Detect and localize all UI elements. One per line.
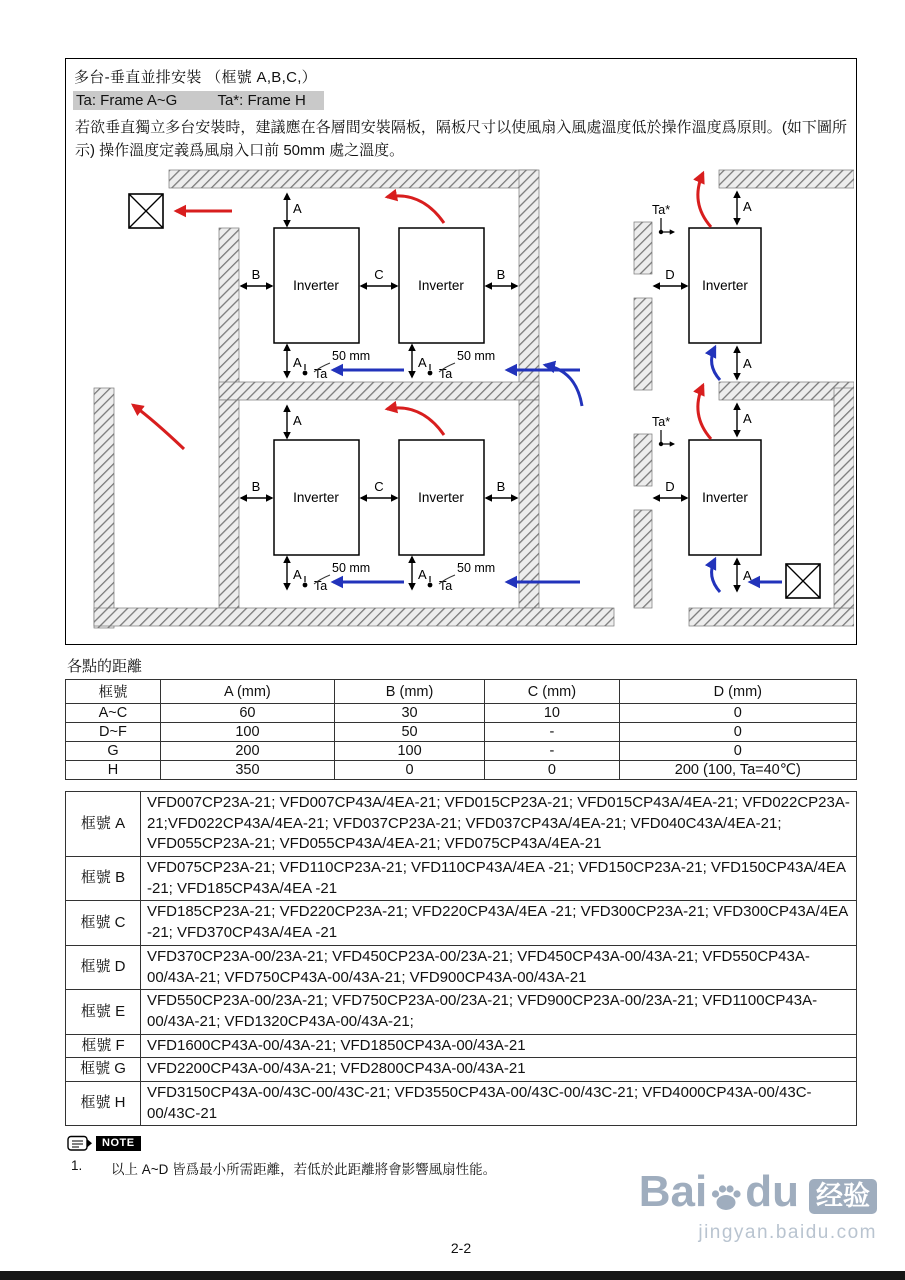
installation-diagram — [74, 166, 856, 636]
header-cell: B (mm) — [334, 680, 484, 704]
table-row — [66, 1058, 857, 1082]
table-row — [66, 742, 857, 761]
table-row — [66, 1081, 857, 1125]
frame-label: 框號 H — [66, 1081, 141, 1125]
note-text: 以上 A~D 皆爲最小所需距離，若低於此距離將會影響風扇性能。 — [111, 1162, 497, 1178]
distance-table-header-row — [66, 680, 857, 704]
dim-label-b: B — [496, 267, 506, 282]
intro-paragraph: 若欲垂直獨立多台安裝時，建議應在各層間安裝隔板，隔板尺寸以使風扇入風處溫度低於操作溫度爲原則。(如下圖所示) 操作溫度定義爲風扇入口前 50mm 處之溫度。 — [75, 119, 847, 159]
frame-models-table — [65, 791, 857, 1126]
table-row — [66, 901, 857, 945]
dim-label-d: D — [665, 267, 675, 282]
intake-fan-icon — [786, 564, 820, 598]
note-doc-icon — [67, 1135, 93, 1152]
header-cell: C (mm) — [485, 680, 619, 704]
paw-icon — [709, 1180, 743, 1214]
ta-label: Ta — [314, 367, 328, 381]
fifty-mm-label: 50 mm — [457, 349, 496, 363]
cell: 350 — [160, 761, 334, 780]
table-row — [66, 1034, 857, 1058]
section-title: 多台-垂直並排安裝 （框號 A,B,C,） — [74, 69, 317, 86]
watermark-url: jingyan.baidu.com — [698, 1222, 877, 1243]
cell: G — [66, 742, 161, 761]
inverter-label: Inverter — [702, 278, 748, 293]
cell: 50 — [334, 723, 484, 742]
frame-label: 框號 C — [66, 901, 141, 945]
inverter-label: Inverter — [293, 278, 339, 293]
ta-label: Ta — [314, 579, 328, 593]
ta-frame-note — [73, 91, 324, 110]
table-row — [66, 723, 857, 742]
table-row — [66, 792, 857, 857]
watermark-brand — [638, 1167, 877, 1216]
cell: 60 — [160, 704, 334, 723]
fifty-mm-label: 50 mm — [332, 561, 371, 575]
installation-section — [65, 58, 857, 645]
dim-label-b: B — [251, 479, 261, 494]
dim-label-a: A — [293, 355, 302, 370]
note-header — [67, 1135, 857, 1152]
dim-label-a: A — [743, 411, 752, 426]
ta-star-label: Ta* — [652, 415, 671, 429]
cell: 0 — [619, 742, 856, 761]
table-row — [66, 857, 857, 901]
watermark-brand-part1: Bai — [638, 1167, 708, 1216]
dim-label-a: A — [743, 199, 752, 214]
fifty-mm-label: 50 mm — [332, 349, 371, 363]
ta-frame-h-label: Ta*: Frame H — [217, 92, 306, 109]
diagram-svg — [74, 166, 854, 631]
cell: 10 — [485, 704, 619, 723]
cell: - — [485, 742, 619, 761]
frame-label: 框號 E — [66, 990, 141, 1034]
frame-label: 框號 F — [66, 1034, 141, 1058]
dim-label-a: A — [293, 201, 302, 216]
frame-models: VFD3150CP43A-00/43C-00/43C-21; VFD3550CP43A-00/43C-00/43C-21; VFD4000CP43A-00/43C-00/43C-21 — [141, 1081, 857, 1125]
cell: 0 — [619, 723, 856, 742]
frame-models: VFD007CP23A-21; VFD007CP43A/4EA-21; VFD015CP23A-21; VFD015CP43A/4EA-21; VFD022CP23A-21;VFD022CP43A/4EA-21; VFD037CP23A-21; VFD037CP43A/4EA-21; VFD040C43A/4EA-21; VFD055CP23A-21; VFD055CP43A/4EA-21; VFD075CP43A/4EA-21 — [141, 792, 857, 857]
dim-label-b: B — [496, 479, 506, 494]
dim-label-c: C — [374, 479, 384, 494]
cell: 100 — [334, 742, 484, 761]
cell: 0 — [485, 761, 619, 780]
frame-label: 框號 D — [66, 945, 141, 989]
watermark-badge: 经验 — [809, 1179, 877, 1214]
distance-section-title: 各點的距離 — [67, 658, 143, 675]
baidu-watermark — [638, 1167, 877, 1244]
frame-models: VFD550CP23A-00/23A-21; VFD750CP23A-00/23A-21; VFD900CP23A-00/23A-21; VFD1100CP43A-00/43A-21; VFD1320CP43A-00/43A-21; — [141, 990, 857, 1034]
cell: 0 — [334, 761, 484, 780]
cell: H — [66, 761, 161, 780]
exhaust-fan-icon — [129, 194, 163, 228]
header-cell: A (mm) — [160, 680, 334, 704]
dim-label-b: B — [251, 267, 261, 282]
frame-models: VFD185CP23A-21; VFD220CP23A-21; VFD220CP43A/4EA -21; VFD300CP23A-21; VFD300CP43A/4EA -21; VFD370CP43A/4EA -21 — [141, 901, 857, 945]
dim-label-a: A — [293, 567, 302, 582]
header-cell: 框號 — [66, 680, 161, 704]
dim-label-d: D — [665, 479, 675, 494]
ta-star-label: Ta* — [652, 203, 671, 217]
ta-frame-ag-label: Ta: Frame A~G — [76, 92, 178, 109]
cell: A~C — [66, 704, 161, 723]
cell: 100 — [160, 723, 334, 742]
dim-label-a: A — [418, 567, 427, 582]
watermark-brand-part2: du — [745, 1167, 799, 1216]
inverter-label: Inverter — [418, 490, 464, 505]
frame-label: 框號 B — [66, 857, 141, 901]
dim-label-a: A — [743, 568, 752, 583]
frame-models: VFD370CP23A-00/23A-21; VFD450CP23A-00/23A-21; VFD450CP43A-00/43A-21; VFD550CP43A-00/43A-21; VFD750CP43A-00/43A-21; VFD900CP43A-00/43A-21 — [141, 945, 857, 989]
cell: - — [485, 723, 619, 742]
table-row — [66, 945, 857, 989]
dim-label-a: A — [743, 356, 752, 371]
fifty-mm-label: 50 mm — [457, 561, 496, 575]
frame-label: 框號 A — [66, 792, 141, 857]
inverter-label: Inverter — [293, 490, 339, 505]
dim-label-a: A — [293, 413, 302, 428]
cell: D~F — [66, 723, 161, 742]
table-row — [66, 704, 857, 723]
table-row — [66, 990, 857, 1034]
frame-models: VFD1600CP43A-00/43A-21; VFD1850CP43A-00/43A-21 — [141, 1034, 857, 1058]
frame-models: VFD075CP23A-21; VFD110CP23A-21; VFD110CP43A/4EA -21; VFD150CP23A-21; VFD150CP43A/4EA -21; VFD185CP43A/4EA -21 — [141, 857, 857, 901]
dim-label-a: A — [418, 355, 427, 370]
cell: 30 — [334, 704, 484, 723]
frame-models: VFD2200CP43A-00/43A-21; VFD2800CP43A-00/43A-21 — [141, 1058, 857, 1082]
inverter-label: Inverter — [702, 490, 748, 505]
page-bottom-bar — [0, 1271, 905, 1280]
cell: 200 — [160, 742, 334, 761]
page-number: 2-2 — [450, 1240, 472, 1256]
frame-label: 框號 G — [66, 1058, 141, 1082]
inverter-label: Inverter — [418, 278, 464, 293]
distance-table — [65, 679, 857, 780]
note-badge: NOTE — [96, 1136, 141, 1151]
cell: 200 (100, Ta=40℃) — [619, 761, 856, 780]
dim-label-c: C — [374, 267, 384, 282]
ta-label: Ta — [439, 579, 453, 593]
table-row — [66, 761, 857, 780]
note-number: 1. — [71, 1158, 83, 1174]
header-cell: D (mm) — [619, 680, 856, 704]
ta-label: Ta — [439, 367, 453, 381]
cell: 0 — [619, 704, 856, 723]
page-content — [65, 58, 857, 1178]
ta-star-measure-points — [652, 203, 674, 446]
